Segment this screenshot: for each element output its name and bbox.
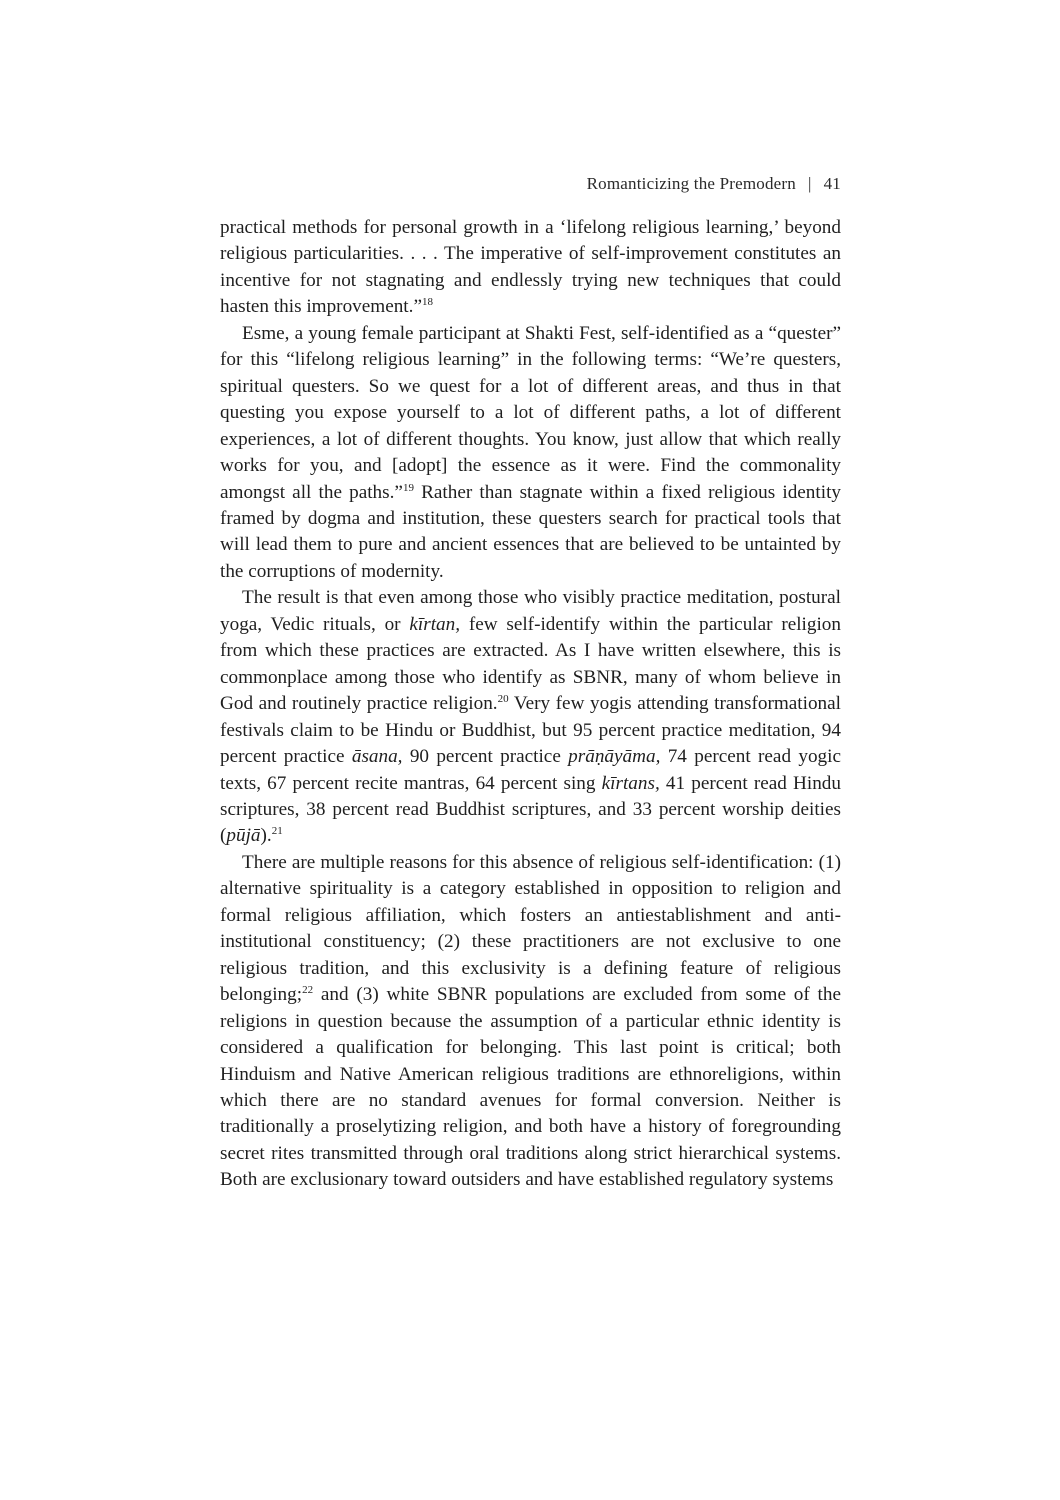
text-run: 41 percent read Hindu scriptures, 38 percent read Buddhist scriptures, and 33 percent worship deities ( [220, 772, 841, 847]
footnote-ref-21: 21 [271, 825, 283, 838]
italic-term: kīrtan, [409, 613, 461, 635]
text-run: and (3) white SBNR populations are excluded from some of the religions in question because the assumption of a particular ethnic identity is considered a qualification for belonging. This last point is critical; both Hinduism and Native American religious traditions are ethnoreligions, within which there are no standard avenues for formal conversion. Neither is traditionally a proselytizing religion, and both have a history of foregrounding secret rites transmitted through oral traditions along strict hierarchical systems. Both are exclusionary toward outsiders and have established regulatory systems [220, 984, 841, 1191]
text-run: 74 percent read yogic texts, 67 percent recite mantras, 64 percent sing [220, 746, 841, 794]
text-run: practical methods for personal growth in a ‘lifelong religious learning,’ beyond religious particularities. . . . The imperative of self-improvement constitutes an incentive for not stagnating and endlessly trying new techniques that could hasten this improvement.” [220, 217, 841, 318]
text-run: The result is that even among those who visibly practice meditation, postural yoga, Vedic rituals, or [220, 587, 841, 635]
paragraph-practices [220, 585, 841, 850]
text-run: There are multiple reasons for this absence of religious self-identification: (1) alternative spirituality is a category established in opposition to religion and formal religious affiliation, which fosters an antiestablishment and anti-institutional constituency; (2) these practitioners are not exclusive to one religious tradition, and this exclusivity is a defining feature of religious belonging; [220, 851, 841, 1006]
footnote-ref-19: 19 [402, 481, 414, 494]
paragraph-continuation [220, 215, 841, 321]
italic-term: āsana, [351, 746, 403, 768]
chapter-title: Romanticizing the Premodern [586, 174, 796, 193]
italic-term: pūjā [226, 825, 261, 847]
text-run: Very few yogis attending transformational festivals claim to be Hindu or Buddhist, but 95 percent practice meditation, 94 percent practice [220, 693, 841, 768]
paragraph-quester [220, 321, 841, 586]
running-header [220, 174, 841, 194]
text-run: few self-identify within the particular religion from which these practices are extracted. As I have written elsewhere, this is commonplace among those who identify as SBNR, many of whom believe in God and routinely practice religion. [220, 613, 841, 715]
page-number: 41 [823, 174, 841, 193]
text-run: Rather than stagnate within a fixed religious identity framed by dogma and institution, these questers search for practical tools that will lead them to pure and ancient essences that are believed to be untainted by the corruptions of modernity. [220, 481, 841, 582]
body-text [220, 215, 841, 1194]
text-run: 90 percent practice [402, 746, 569, 768]
footnote-ref-20: 20 [497, 693, 509, 706]
paragraph-reasons [220, 850, 841, 1194]
footnote-ref-18: 18 [421, 296, 433, 309]
italic-term: kīrtans, [601, 772, 660, 794]
text-run: Esme, a young female participant at Shakti Fest, self-identified as a “quester” for this “lifelong religious learning” in the following terms: “We’re questers, spiritual questers. So we quest for a lot of different areas, and thus in that questing you expose yourself to a lot of different paths, a lot of different experiences, a lot of different thoughts. You know, just allow that which really works for you, and [adopt] the essence as it were. Find the commonality amongst all the paths.” [220, 322, 841, 503]
text-run: ). [260, 825, 272, 847]
header-separator: | [807, 174, 812, 193]
italic-term: prāṇāyāma, [568, 746, 661, 768]
footnote-ref-22: 22 [302, 984, 314, 997]
